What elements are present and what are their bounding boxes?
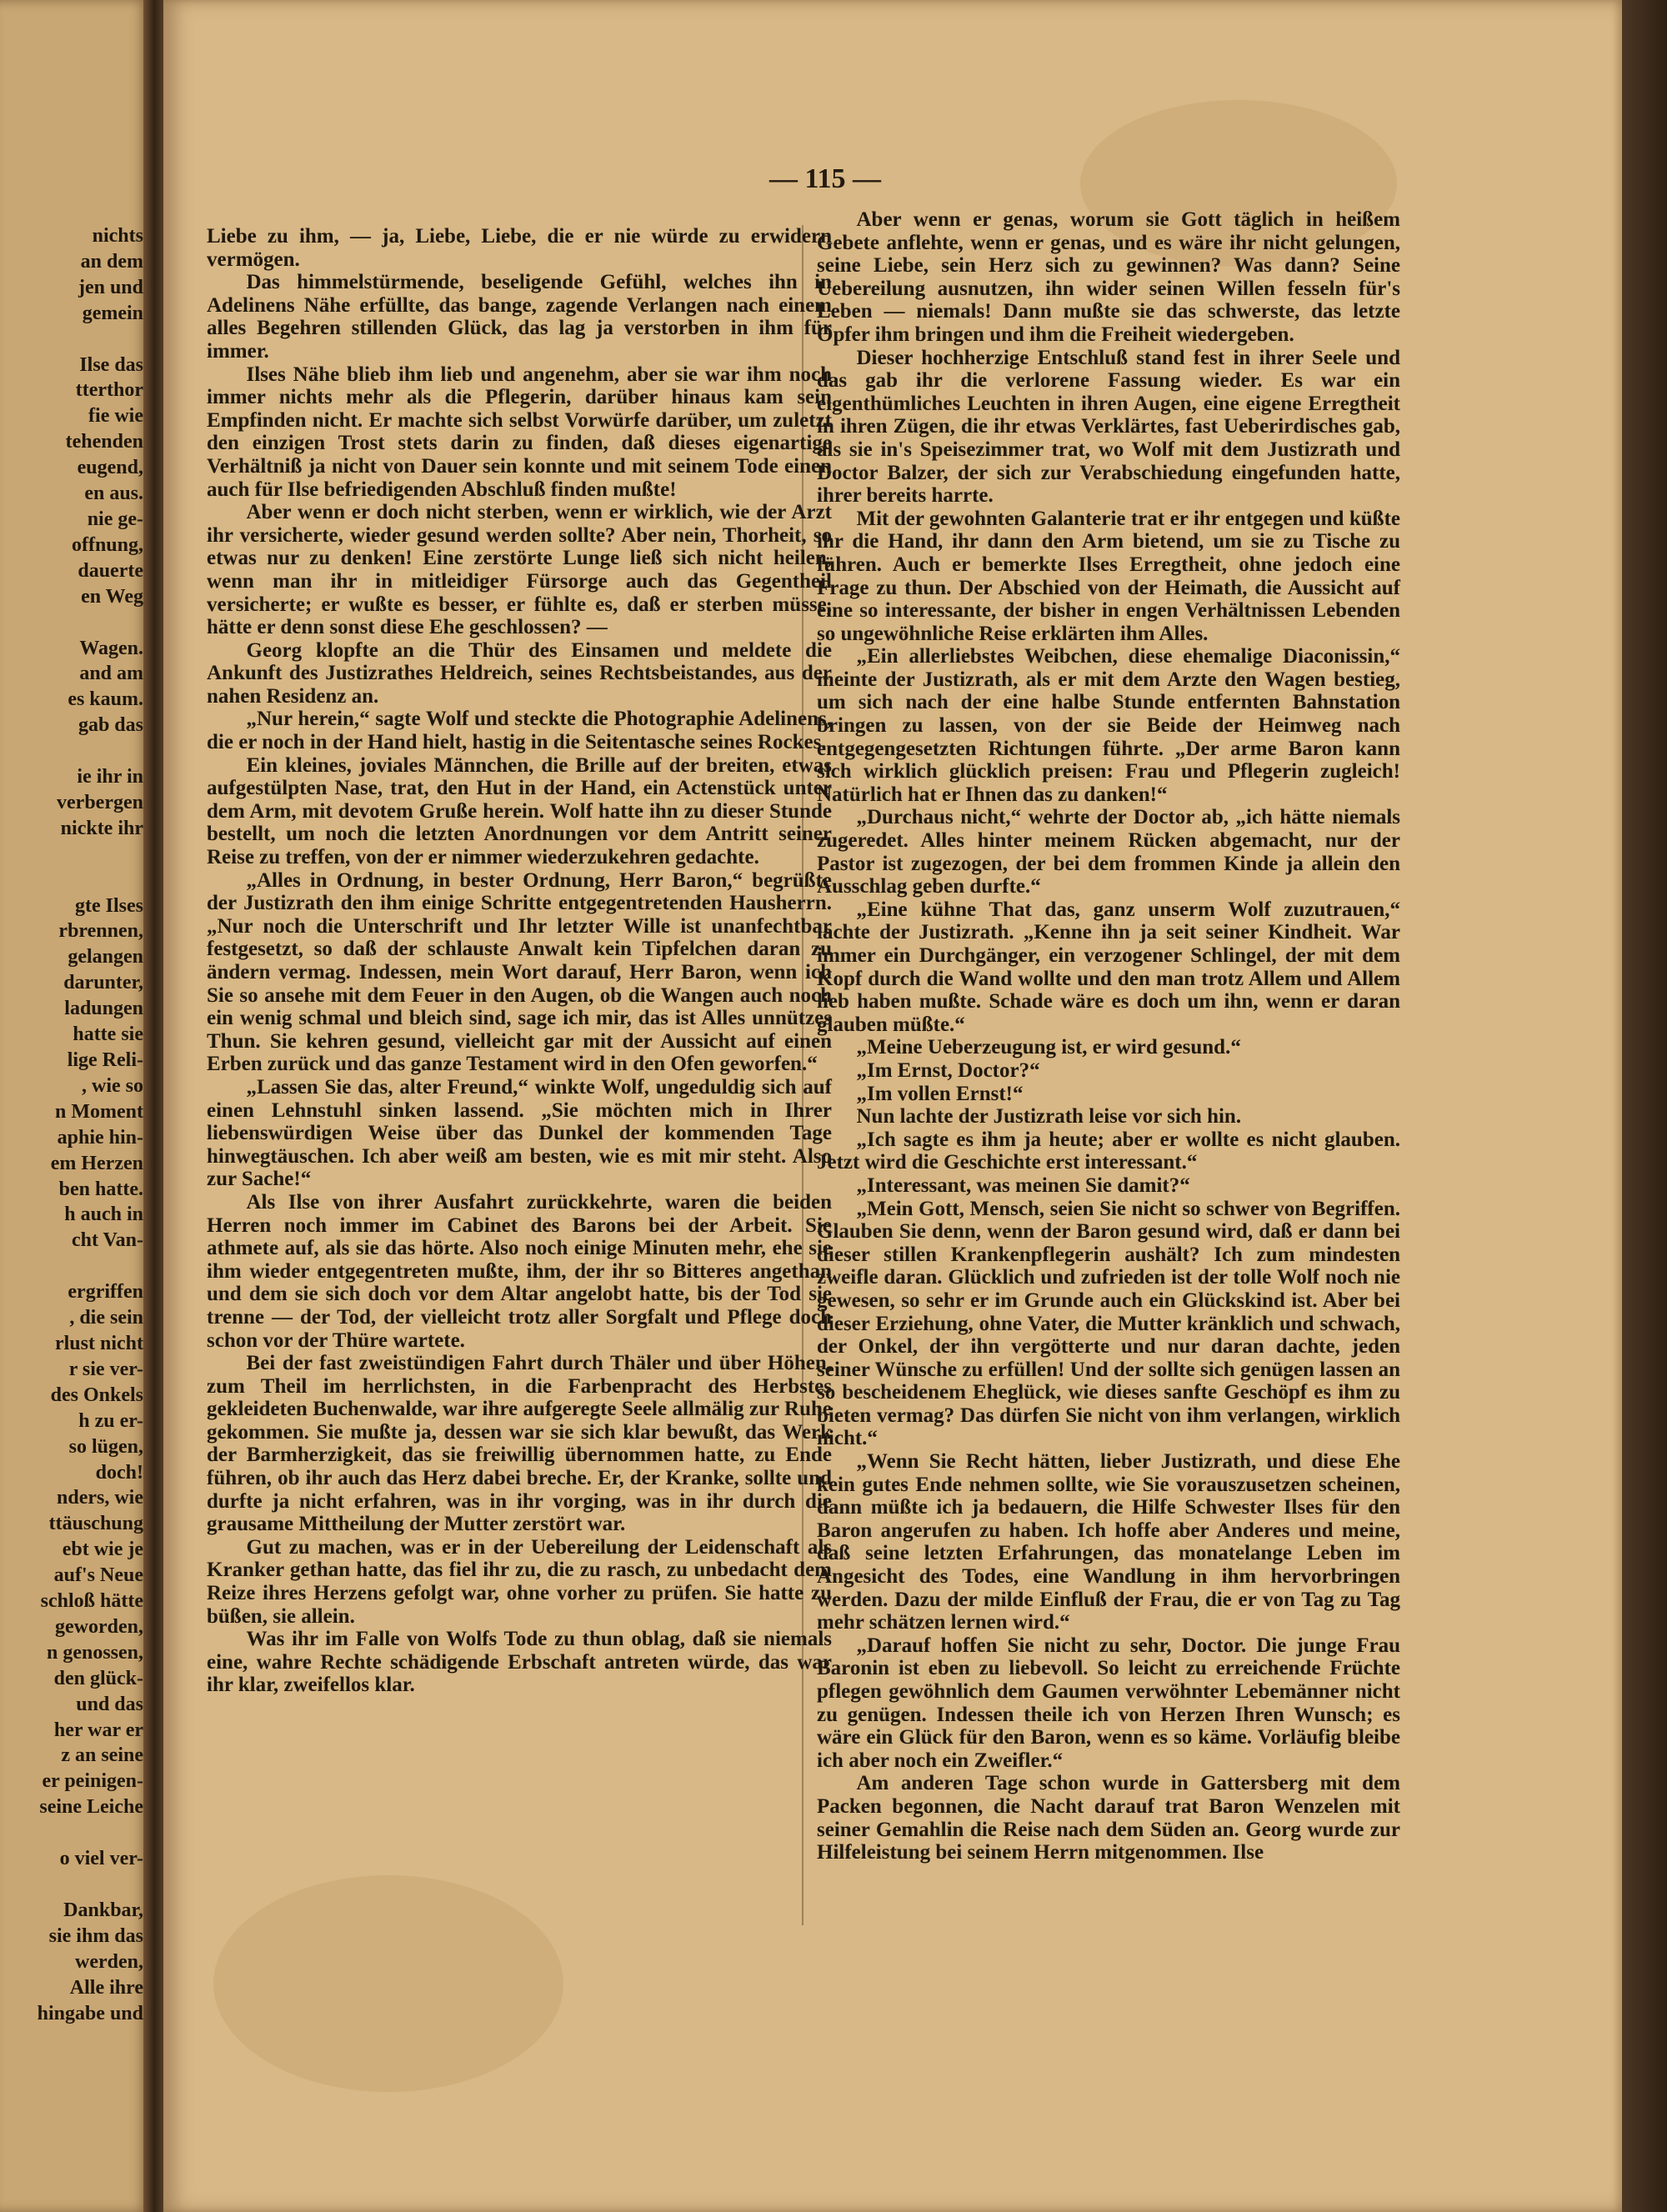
fragment-line: so lügen, <box>68 1435 143 1458</box>
fragment-line: ladungen <box>64 998 143 1020</box>
fragment-line: den glück- <box>53 1667 143 1689</box>
left-text-column <box>207 225 832 1697</box>
paragraph: „Alles in Ordnung, in bester Ordnung, Herr Baron,“ begrüßte der Justizrath den ihm einige Schritte entgegentretenden Hausherrn. „Nur noch die Unterschrift und Ihr letzter Wille ist unanfechtbar festgesetzt, so daß der schlauste Anwalt kein Tipfelchen daran zu ändern vermag. Indessen, mein Wort darauf, Herr Baron, wenn ich Sie so ansehe mit dem Feuer in den Augen, ob die Wangen auch noch ein wenig schmal und bleich sind, sage ich mir, das ist Alles unnützes Thun. Sie kehren gesund, vielleicht gar mit der Aussicht auf einen Erben zurück und das ganze Testament wird in den Ofen geworfen.“ <box>207 868 832 1076</box>
fragment-line: gab das <box>78 714 143 737</box>
fragment-line <box>0 868 143 893</box>
paragraph: „Lassen Sie das, alter Freund,“ winkte Wolf, ungeduldig sich auf einen Lehnstuhl sinken lassend. „Sie möchten mich in Ihrer liebenswürdigen Weise über das Dunkel der kommenden Tage hinwegtäuschen. Ich aber weiß am besten, wie es mit mir steht. Also zur Sache!“ <box>207 1075 832 1191</box>
fragment-line: auf's Neue <box>53 1564 143 1587</box>
paragraph: Mit der gewohnten Galanterie trat er ihr entgegen und küßte ihr die Hand, ihr dann den Arm bietend, um sie zu Tische zu führen. Auch er bemerkte Ilses Erregtheit, ohne jedoch eine Frage zu thun. Der Abschied von der Heimath, die Aussicht auf eine so interessante, der bisher in engen Verhältnissen Lebenden so ungewöhnliche Reise erklärten ihm Alles. <box>817 507 1400 645</box>
fragment-line: z an seine <box>61 1744 143 1767</box>
fragment-line: n genossen, <box>46 1641 143 1664</box>
paragraph: Das himmelstürmende, beseligende Gefühl, welches ihn in Adelinens Nähe erfüllte, das bange, zagende Verlangen nach einem alles Begehren stillenden Glück, das lag ja verstorben in ihm für immer. <box>207 271 832 363</box>
page-margin-dark <box>1622 0 1667 2212</box>
fragment-line: , wie so <box>82 1074 143 1097</box>
fragment-line: ie ihr in <box>77 766 143 788</box>
paragraph: „Darauf hoffen Sie nicht zu sehr, Doctor. Die junge Frau Baronin ist eben zu liebevoll. So leicht zu erreichende Früchte pflegen gewöhnlich dem Gaumen verwöhnter Lebemänner nicht zu genügen. Indessen theile ich von Herzen Ihren Wunsch; es wäre ein Glück für den Baron, wenn es so käme. Vorläufig bleibe ich aber noch ein Zweifler.“ <box>817 1634 1400 1772</box>
paragraph: Nun lachte der Justizrath leise vor sich hin. <box>856 1105 1242 1129</box>
fragment-line: rlust nicht <box>54 1332 143 1354</box>
fragment-line: darunter, <box>63 972 143 994</box>
fragment-line: werden, <box>75 1950 143 1973</box>
fragment-line: an dem <box>80 250 143 273</box>
fragment-line: gelangen <box>68 946 143 968</box>
fragment-line: ergriffen <box>68 1281 143 1304</box>
fragment-line: aphie hin- <box>57 1126 143 1149</box>
fragment-line: tehenden <box>65 431 143 453</box>
paragraph: Dieser hochherzige Entschluß stand fest in ihrer Seele und das gab ihr die verlorene Fassung wieder. Es war ein eigenthümliches Leuchten in ihren Augen, eine eigene Erregtheit in ihren Zügen, die ihr etwas Verklärtes, fast Ueberirdisches gab, als sie in's Speisezimmer trat, wo Wolf mit dem Justizrath und Doctor Balzer, der sich zur Verabschiedung eingefunden hatte, ihrer bereits harrte. <box>817 346 1400 508</box>
fragment-line: geworden, <box>55 1615 143 1638</box>
fragment-line: ben hatte. <box>58 1178 143 1200</box>
paragraph: „Nur herein,“ sagte Wolf und steckte die Photographie Adelinens, die er noch in der Hand hielt, hastig in die Seitentasche seines Rockes. <box>207 708 832 754</box>
paragraph: „Im Ernst, Doctor?“ <box>856 1058 1040 1082</box>
fragment-line: seine Leiche <box>39 1796 143 1819</box>
paragraph: Als Ilse von ihrer Ausfahrt zurückkehrte, waren die beiden Herren noch immer im Cabinet des Barons bei der Arbeit. Sie athmete auf, als sie das hörte. Also noch einige Minuten mehr, ehe sie ihm wieder entgegentreten mußte, ihm, der ihr so Bitteres angethan und dem sie sich doch vor dem Altar angelobt hatte, bis der Tod sie trenne — der Tod, der vielleicht trotz aller Sorgfalt und Pflege doch schon vor der Thüre wartete. <box>207 1190 832 1352</box>
fragment-line: en Weg <box>81 585 143 608</box>
previous-page-fragments <box>0 223 143 2026</box>
paragraph: Ilses Nähe blieb ihm lieb und angenehm, aber sie war ihm noch immer nichts mehr als die Pflegerin, darüber hinaus kam sein Empfinden nicht. Er machte sich selbst Vorwürfe darüber, um zuletzt den einzigen Trost stets darin zu finden, daß dieses eigenartige Verhältniß ja nicht von Dauer sein konnte und mit seinem Tode einen auch für Ilse befriedigenden Abschluß finden mußte! <box>207 363 832 501</box>
fragment-line: verbergen <box>57 791 143 813</box>
fragment-line: des Onkels <box>50 1384 143 1406</box>
fragment-line <box>0 1254 143 1279</box>
fragment-line: offnung, <box>71 533 143 556</box>
paragraph: Was ihr im Falle von Wolfs Tode zu thun oblag, daß sie niemals eine, wahre Rechte schädigende Erbschaft antreten würde, das war ihr klar, zweifellos klar. <box>207 1628 832 1697</box>
fragment-line: eugend, <box>77 457 143 479</box>
paragraph: „Durchaus nicht,“ wehrte der Doctor ab, „ich hätte niemals zugeredet. Alles hinter meinem Rücken abgemacht, nur der Pastor ist zugezogen, der bei dem frommen Kinde ja allein den Ausschlag geben durfte.“ <box>817 806 1400 898</box>
fragment-line: n Moment <box>55 1100 143 1123</box>
paragraph: Liebe zu ihm, — ja, Liebe, Liebe, die er nie würde zu erwidern vermögen. <box>207 225 832 271</box>
paragraph: Georg klopfte an die Thür des Einsamen und meldete die Ankunft des Justizrathes Heldreich, seines Rechtsbeistandes, aus der nahen Residenz an. <box>207 638 832 708</box>
paragraph: „Interessant, was meinen Sie damit?“ <box>856 1174 1190 1197</box>
fragment-line: and am <box>79 663 143 685</box>
paragraph: Am anderen Tage schon wurde in Gattersberg mit dem Packen begonnen, die Nacht darauf trat Baron Wenzelen mit seiner Gemahlin die Reise nach dem Süden an. Georg wurde zur Hilfeleistung bei seinem Herrn mitgenommen. Ilse <box>817 1772 1400 1864</box>
fragment-line: hingabe und <box>37 2002 143 2024</box>
fragment-line: Dankbar, <box>63 1899 143 1921</box>
fragment-line <box>0 842 143 868</box>
paragraph: „Wenn Sie Recht hätten, lieber Justizrath, und diese Ehe kein gutes Ende nehmen sollte, wie Sie vorauszusetzen scheinen, dann müßte ich ja bedauern, die Hilfe Schwester Ilses für den Baron angerufen zu haben. Ich hoffe aber Anderes und meine, daß seine letzten Erfahrungen, das monatelange Leben im Angesicht des Todes, eine Wandlung in ihm hervorbringen werden. Dazu der milde Einfluß der Frau, die er von Tag zu Tag mehr schätzen lernen wird.“ <box>817 1450 1400 1634</box>
fragment-line: nders, wie <box>57 1487 143 1509</box>
fragment-line: Alle ihre <box>69 1976 143 1999</box>
paragraph: Gut zu machen, was er in der Uebereilung der Leidenschaft als Kranker gethan hatte, das fiel ihr zu, die zu rasch, zu unbedacht dem Reize ihres Herzens gefolgt war, ohne vorher zu prüfen. Sie hatte zu büßen, sie allein. <box>207 1535 832 1628</box>
fragment-line: ebt wie je <box>62 1539 143 1561</box>
fragment-line: er peinigen- <box>42 1770 143 1793</box>
fragment-line: o viel ver- <box>59 1848 143 1870</box>
fragment-line: rbrennen, <box>58 920 143 943</box>
fragment-line: nickte ihr <box>60 817 143 839</box>
fragment-line: gemein <box>82 302 143 324</box>
fragment-line: her war er <box>53 1719 143 1741</box>
fragment-line <box>0 327 143 353</box>
fragment-line: tterthor <box>75 379 143 402</box>
paragraph: „Meine Ueberzeugung ist, er wird gesund.“ <box>856 1036 1241 1059</box>
paragraph: „Ein allerliebstes Weibchen, diese ehemalige Diaconissin,“ meinte der Justizrath, als er mit dem Arzte den Wagen bestieg, um sich nach der eine halbe Stunde entfernten Bahnstation bringen zu lassen, von der sie Beide der Heimweg nach entgegengesetzten Richtungen führte. „Der arme Baron kann sich wirklich glücklich preisen: Frau und Pflegerin zugleich! Natürlich hat er Ihnen das zu danken!“ <box>817 645 1400 806</box>
fragment-line: sie ihm das <box>48 1924 143 1947</box>
paragraph: Bei der fast zweistündigen Fahrt durch Thäler und über Höhen, zum Theil im herrlichsten, in die Farbenpracht des Herbstes gekleideten Buchenwalde, war ihre aufgeregte Seele allmälig zur Ruhe gekommen. Sie mußte ja, dessen war sie sich klar bewußt, das Werk der Barmherzigkeit, das sie freiwillig übernommen hatte, zu Ende führen, ob ihr auch das Herz dabei breche. Er, der Kranke, sollte und durfte ja nicht erfahren, was in ihr vorging, was in ihr durch die grausame Mittheilung der Mutter zerstört war. <box>207 1352 832 1536</box>
fragment-line: Ilse das <box>79 353 143 376</box>
fragment-line: schloß hätte <box>40 1590 143 1613</box>
fragment-line: doch! <box>95 1461 143 1484</box>
fragment-line: es kaum. <box>68 688 143 711</box>
fragment-line: Wagen. <box>79 637 143 659</box>
fragment-line: lige Reli- <box>67 1049 143 1071</box>
paragraph: Aber wenn er genas, worum sie Gott täglich in heißem Gebete anflehte, wenn er genas, und es wäre ihr nicht gelungen, seine Liebe, sein Herz sich zu gewinnen? Was dann? Seine Uebereilung ausnutzen, ihn wider seinen Willen fesseln für's Leben — niemals! Dann mußte sie das schwerste, das letzte Opfer ihm bringen und ihm die Freiheit wiedergeben. <box>817 208 1400 346</box>
fragment-line: r sie ver- <box>68 1358 143 1380</box>
fragment-line <box>0 1820 143 1846</box>
fragment-line <box>0 610 143 636</box>
fragment-line: fie wie <box>88 405 143 428</box>
page-number: — 115 — <box>768 163 882 194</box>
paragraph: „Ich sagte es ihm ja heute; aber er wollte es nicht glauben. Jetzt wird die Geschichte erst interessant.“ <box>817 1128 1400 1174</box>
paragraph: „Im vollen Ernst!“ <box>856 1082 1024 1105</box>
paragraph: Ein kleines, joviales Männchen, die Brille auf der breiten, etwas aufgestülpten Nase, trat, den Hut in der Hand, ein Actenstück unter dem Arm, mit devotem Gruße herein. Wolf hatte ihn zu dieser Stunde bestellt, um noch die letzten Anordnungen vor dem Antritt seiner Reise zu treffen, von der er nimmer wiederzukehren gedachte. <box>207 753 832 869</box>
fragment-line <box>0 1872 143 1898</box>
fragment-line: ttäuschung <box>48 1513 143 1535</box>
fragment-line: nie ge- <box>87 508 143 530</box>
fragment-line: hatte sie <box>73 1023 143 1046</box>
book-gutter <box>143 0 165 2212</box>
fragment-line: dauerte <box>78 559 143 582</box>
fragment-line <box>0 738 143 764</box>
fragment-line: und das <box>76 1693 143 1715</box>
fragment-line: cht Van- <box>71 1229 143 1252</box>
fragment-line: h auch in <box>64 1204 143 1226</box>
right-text-column <box>817 208 1400 1864</box>
paragraph: „Mein Gott, Mensch, seien Sie nicht so schwer von Begriffen. Glauben Sie denn, wenn der Baron gesund wird, daß er dann bei dieser stillen Krankenpflegerin aushält? Ich zum mindesten zweifle daran. Glücklich und zufrieden ist der tolle Wolf noch nie gewesen, so sehr er im Grunde auch ein Glückskind ist. Aber bei dieser Erziehung, ohne Vater, die Mutter kränklich und schwach, der Onkel, der ihn vergötterte und nur daran dachte, jeden seiner Wünsche zu erfüllen! Und der sollte sich genügen lassen an so bescheidenem Eheglück, wie dieses sanfte Geschöpf es ihm zu bieten vermag? Das dürfen Sie nicht von ihm verlangen, wirklich nicht.“ <box>817 1197 1400 1450</box>
paragraph: Aber wenn er doch nicht sterben, wenn er wirklich, wie der Arzt ihr versicherte, wieder gesund werden sollte? Aber nein, Thorheit, so etwas nur zu denken! Eine zerstörte Lunge ließ sich nicht heilen, wenn man ihr in mitleidiger Fürsorge auch das Gegentheil versicherte; er wußte es besser, er fühlte es, daß er sterben müsse, hätte er denn sonst diese Ehe geschlossen? — <box>207 501 832 639</box>
fragment-line: em Herzen <box>50 1152 143 1174</box>
paragraph: „Eine kühne That das, ganz unserm Wolf zuzutrauen,“ lachte der Justizrath. „Kenne ihn ja seit seiner Kindheit. War immer ein Durchgänger, ein verzogener Schlingel, der mit dem Kopf durch die Wand wollte und den man trotz Allem und Allem lieb haben mußte. Schade wäre es doch um ihn, wenn er daran glauben müßte.“ <box>817 898 1400 1036</box>
fragment-line: h zu er- <box>78 1409 143 1432</box>
column-divider <box>802 225 803 1925</box>
fragment-line: nichts <box>92 225 143 247</box>
fragment-line: , die sein <box>69 1307 143 1329</box>
fragment-line: gte Ilses <box>75 894 143 917</box>
fragment-line: en aus. <box>84 483 143 505</box>
fragment-line: jen und <box>78 276 143 298</box>
